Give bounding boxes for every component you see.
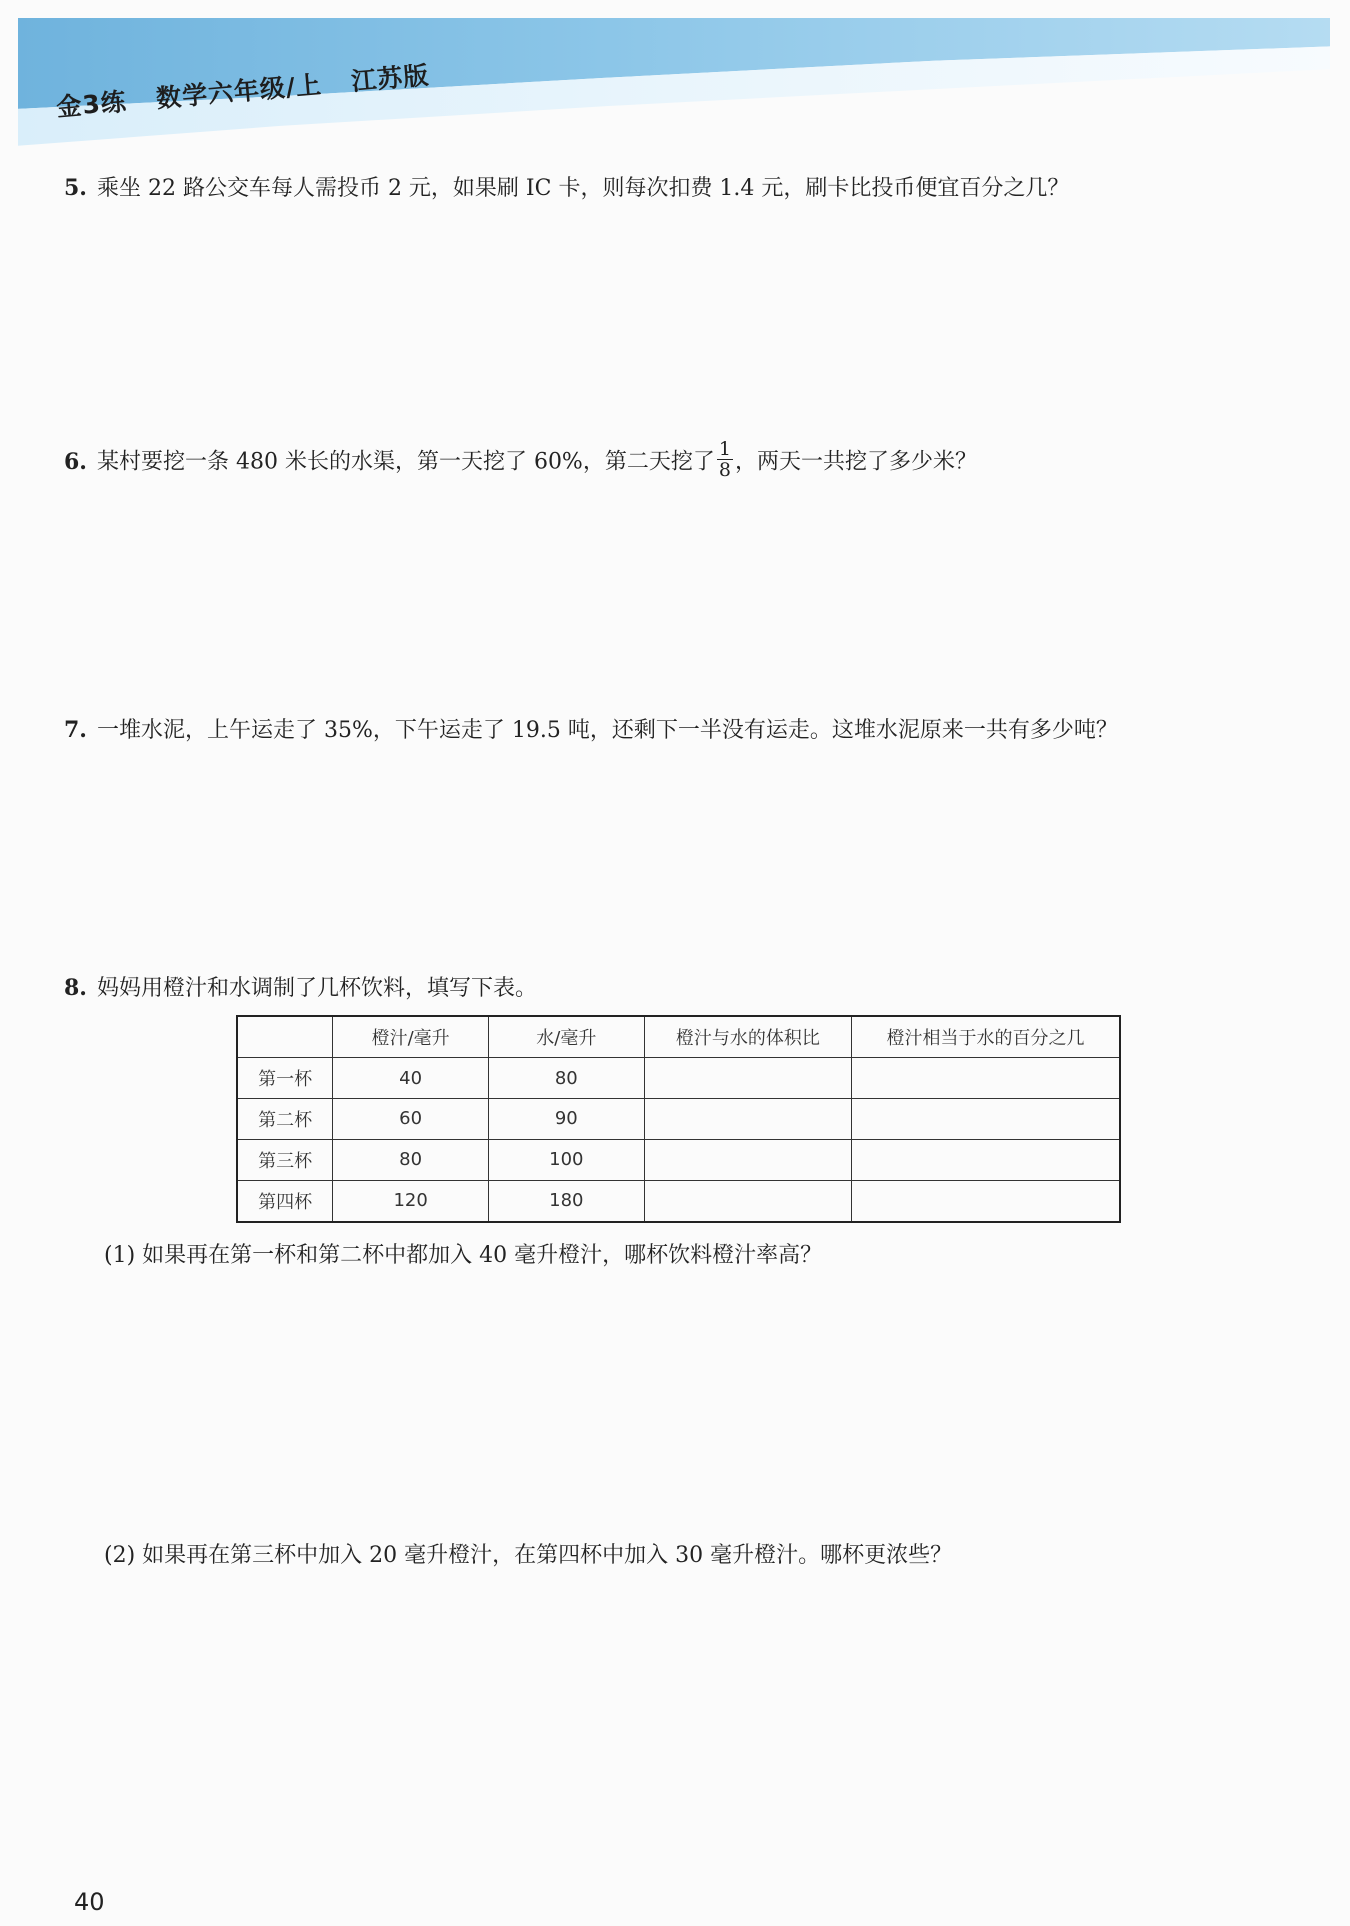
water-cell: 80 (488, 1058, 644, 1099)
fraction (717, 439, 733, 480)
question-text-end: ，两天一共挖了多少米？ (734, 449, 977, 475)
fraction-denominator: 8 (718, 459, 731, 481)
percent-cell[interactable] (852, 1058, 1120, 1099)
subquestion-label: (2) (104, 1543, 136, 1568)
row-label: 第四杯 (237, 1180, 333, 1222)
juice-cell: 80 (333, 1139, 489, 1180)
juice-cell: 60 (333, 1099, 489, 1140)
question-6 (64, 438, 977, 483)
water-cell: 90 (488, 1099, 644, 1140)
percent-cell[interactable] (852, 1180, 1120, 1222)
table-header-cell: 橙汁相当于水的百分之几 (852, 1016, 1120, 1058)
water-cell: 180 (488, 1180, 644, 1222)
table-row (237, 1139, 1120, 1180)
table-header-cell (237, 1016, 333, 1058)
ratio-cell[interactable] (644, 1058, 852, 1099)
table-header-cell: 橙汁与水的体积比 (644, 1016, 852, 1058)
row-label: 第二杯 (237, 1099, 333, 1140)
table-header-cell: 水/毫升 (488, 1016, 644, 1058)
table-row (237, 1180, 1120, 1222)
question-text: 乘坐 22 路公交车每人需投币 2 元，如果刷 IC 卡，则每次扣费 1.4 元，刷卡比投币便宜百分之几？ (96, 176, 1070, 201)
question-number: 6. (64, 448, 87, 475)
subquestion-text: 如果再在第三杯中加入 20 毫升橙汁，在第四杯中加入 30 毫升橙汁。哪杯更浓些？ (142, 1543, 953, 1568)
percent-cell[interactable] (852, 1099, 1120, 1140)
question-text: 一堆水泥，上午运走了 35%，下午运走了 19.5 吨，还剩下一半没有运走。这堆水泥原来一共有多少吨？ (96, 718, 1118, 743)
subquestion-text: 如果再在第一杯和第二杯中都加入 40 毫升橙汁，哪杯饮料橙汁率高？ (142, 1243, 823, 1268)
question-number: 5. (64, 175, 87, 201)
question-7 (64, 714, 1118, 747)
subquestion-1 (104, 1240, 822, 1272)
brand-logo-text: 金3练 (55, 86, 128, 123)
ratio-cell[interactable] (644, 1139, 852, 1180)
page-number: 40 (74, 1888, 105, 1916)
subquestion-2 (104, 1540, 952, 1572)
question-number: 7. (64, 717, 87, 743)
question-5 (64, 172, 1069, 205)
ratio-cell[interactable] (644, 1180, 852, 1222)
row-label: 第一杯 (237, 1058, 333, 1099)
juice-table (236, 1015, 1121, 1223)
question-text: 妈妈用橙汁和水调制了几杯饮料，填写下表。 (96, 976, 537, 1001)
subquestion-label: (1) (104, 1243, 136, 1268)
table-row (237, 1099, 1120, 1140)
fraction-numerator: 1 (718, 438, 731, 460)
question-text: 某村要挖一条 480 米长的水渠，第一天挖了 60%，第二天挖了 (96, 449, 715, 475)
juice-cell: 40 (333, 1058, 489, 1099)
edition-label: 江苏版 (350, 60, 431, 97)
table-header-row (237, 1016, 1120, 1058)
question-number: 8. (64, 975, 87, 1001)
row-label: 第三杯 (237, 1139, 333, 1180)
question-8 (64, 972, 537, 1005)
percent-cell[interactable] (852, 1139, 1120, 1180)
table-header-cell: 橙汁/毫升 (333, 1016, 489, 1058)
juice-cell: 120 (333, 1180, 489, 1222)
ratio-cell[interactable] (644, 1099, 852, 1140)
table-row (237, 1058, 1120, 1099)
subject-label: 数学六年级/上 (155, 69, 324, 114)
water-cell: 100 (488, 1139, 644, 1180)
